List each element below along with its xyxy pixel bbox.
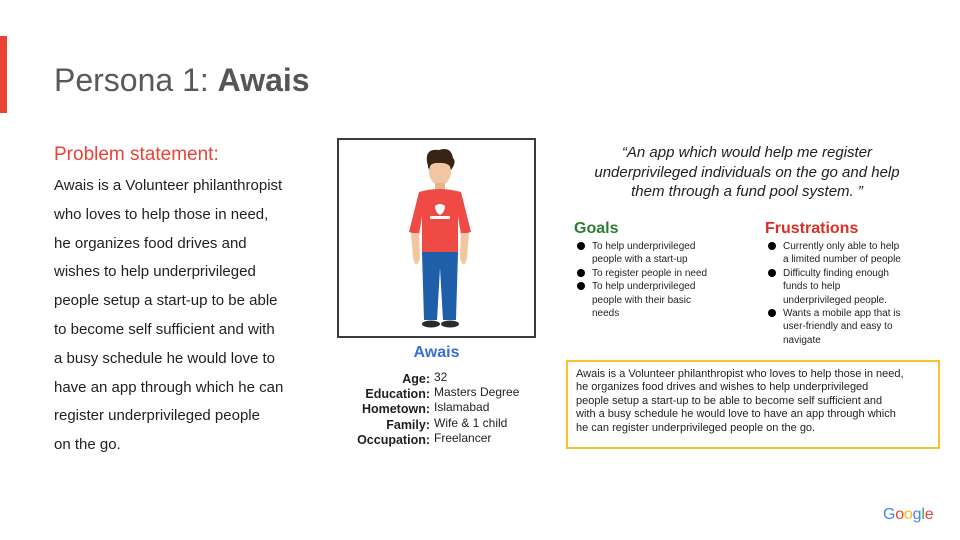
persona-quote [566, 143, 928, 202]
problem-line: wishes to help underprivileged [54, 263, 256, 281]
problem-line: to become self sufficient and with [54, 320, 275, 338]
goal-item [570, 240, 760, 267]
bullet-dot [768, 269, 776, 277]
detail-label: Family: [386, 417, 430, 432]
goal-item [570, 280, 760, 320]
persona-name: Awais [413, 344, 460, 361]
goal-item-line: needs [592, 308, 620, 320]
problem-line: on the go. [54, 436, 121, 454]
goal-item-line: To help underprivileged [592, 241, 696, 252]
problem-line: Awais is a Volunteer philanthropist [54, 177, 283, 194]
goals-list [570, 240, 760, 320]
detail-label: Age: [402, 372, 430, 386]
frustration-item-line: Wants a mobile app that is [783, 308, 901, 320]
frustration-item-line: navigate [783, 334, 821, 346]
problem-line: who loves to help those in need, [54, 205, 269, 223]
problem-heading: Problem statement: [54, 144, 219, 165]
problem-line: a busy schedule he would love to [54, 349, 275, 367]
frustration-item-line: user-friendly and easy to [783, 321, 893, 333]
goal-item-line: To register people in need [592, 267, 708, 279]
bullet-dot [768, 242, 776, 250]
persona-photo-frame [337, 138, 536, 338]
frustration-item-line: funds to help [783, 281, 841, 293]
quote-line: “An app which would help me register [621, 144, 873, 161]
goal-item-line: people with a start-up [592, 254, 688, 266]
goal-item-line: To help underprivileged [592, 281, 696, 293]
google-logo-letter: G [883, 506, 896, 523]
summary-box [566, 360, 940, 449]
detail-value: Freelancer [434, 430, 492, 445]
frustration-item [761, 240, 951, 267]
problem-line: have an app through which he can [54, 378, 284, 396]
summary-line: he organizes food drives and wishes to help underprivileged [576, 381, 869, 394]
detail-label: Education: [365, 387, 430, 402]
detail-value: Wife & 1 child [434, 415, 508, 430]
bullet-dot [577, 269, 585, 277]
frustrations-heading: Frustrations [765, 220, 859, 237]
summary-line: with a busy schedule he would love to have an app through which [576, 408, 896, 421]
frustration-item [761, 307, 951, 347]
summary-line: Awais is a Volunteer philanthropist who loves to help those in need, [576, 368, 904, 380]
problem-line: he organizes food drives and [54, 234, 247, 252]
bullet-dot [577, 282, 585, 290]
frustration-item-line: Difficulty finding enough [783, 267, 889, 279]
detail-value: 32 [434, 370, 448, 384]
frustration-item [761, 267, 951, 307]
detail-value: Islamabad [434, 400, 490, 415]
goals-heading: Goals [574, 220, 619, 237]
google-logo-letter: o [895, 506, 904, 523]
persona-avatar-illustration [339, 140, 534, 336]
title-prefix: Persona 1: [54, 62, 218, 98]
google-logo-letter: e [924, 506, 934, 523]
google-logo-letter: o [903, 506, 913, 523]
google-logo-letter: g [912, 506, 922, 523]
frustrations-list [761, 240, 951, 347]
bullet-dot [577, 242, 585, 250]
problem-line: register underprivileged people [54, 407, 260, 425]
summary-line: people setup a start-up to be able to become self sufficient and [576, 394, 883, 407]
detail-label: Hometown: [361, 402, 430, 417]
goal-item [570, 267, 760, 280]
quote-line: them through a fund pool system. ” [631, 183, 863, 200]
frustration-item-line: underprivileged people. [783, 294, 887, 306]
problem-line: people setup a start-up to be able [54, 292, 278, 310]
google-logo [883, 506, 933, 524]
detail-value: Masters Degree [434, 385, 520, 400]
detail-label: Occupation: [357, 432, 430, 447]
accent-bar [0, 36, 7, 113]
frustration-item-line: Currently only able to help [783, 241, 900, 252]
summary-line: he can register underprivileged people on the go. [576, 421, 816, 434]
slide-title [54, 62, 310, 99]
frustration-item-line: a limited number of people [783, 254, 901, 266]
goal-item-line: people with their basic [592, 294, 691, 306]
google-logo-letter: l [921, 506, 925, 523]
bullet-dot [768, 309, 776, 317]
quote-line: underprivileged individuals on the go and help [594, 163, 900, 181]
title-name: Awais [217, 62, 310, 98]
